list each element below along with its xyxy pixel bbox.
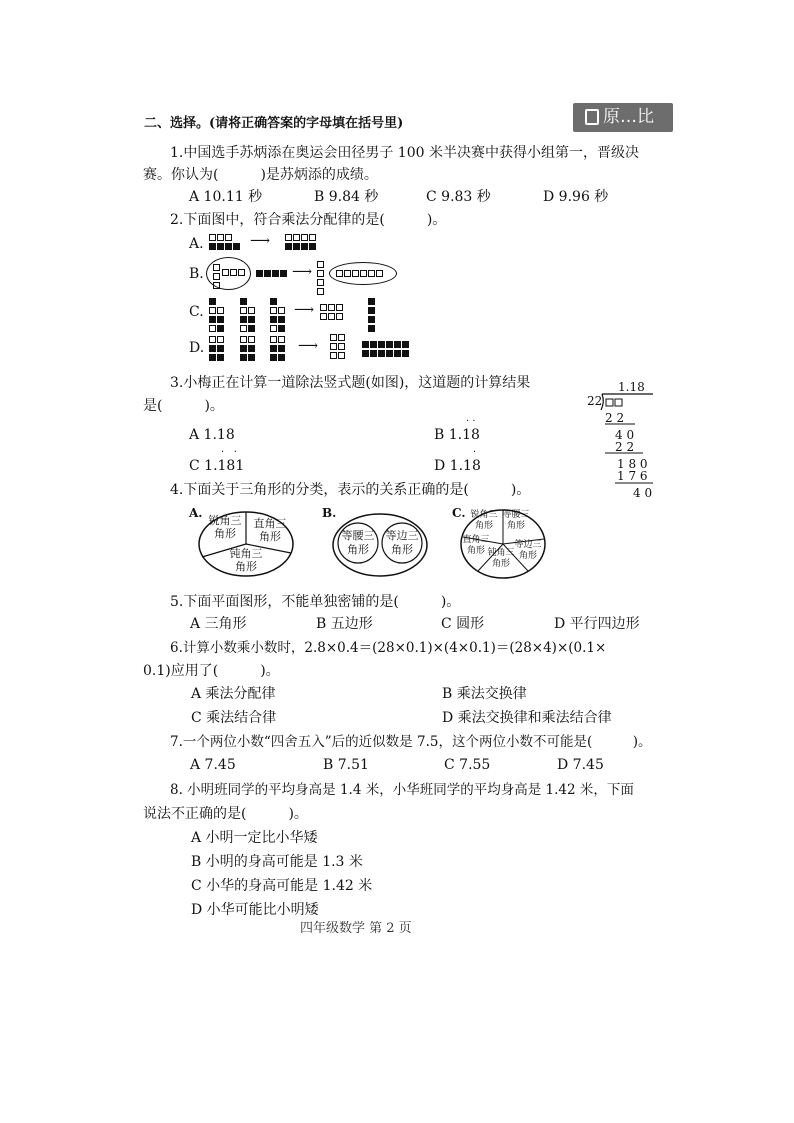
q4-label-a: A. [189, 506, 203, 520]
division-step-2: 4 0 [615, 428, 635, 442]
q2c-figure-5 [368, 297, 376, 333]
q2c-figure-1 [209, 297, 225, 333]
q5-option-d: D 平行四边形 [554, 616, 640, 632]
q2-stem: 2.下面图中，符合乘法分配律的是( )。 [170, 212, 447, 228]
q3-option-c: C 1.181 [189, 458, 245, 474]
q6-stem-line2: 0.1)应用了( )。 [143, 663, 280, 679]
q2c-figure-2 [240, 297, 256, 333]
q6-option-c: C 乘法结合律 [191, 710, 277, 726]
q7-option-c: C 7.55 [444, 757, 491, 773]
q2b-left-figure-2 [222, 268, 246, 277]
q6-stem-line1: 6.计算小数乘小数时，2.8×0.4＝(28×0.1)×(4×0.1)＝(28×4)×(0.1× [170, 640, 607, 656]
q2c-figure-3 [270, 297, 286, 333]
q3-option-b: B 1.18 [434, 427, 480, 443]
q4-label-b: B. [322, 506, 337, 520]
q6-option-a: A 乘法分配律 [191, 686, 276, 702]
q8-stem-line2: 说法不正确的是( )。 [143, 806, 308, 822]
document-icon [585, 109, 599, 125]
q7-option-d: D 7.45 [557, 757, 604, 773]
q2d-figure-5 [362, 340, 410, 358]
division-divisor: 22 [587, 394, 603, 408]
q4a-obtuse-label: 钝角三角形 [229, 547, 263, 573]
q2b-left-figure [213, 263, 221, 290]
q2b-filled-row [256, 269, 288, 278]
q1-stem-line1: 1.中国选手苏炳添在奥运会田径男子 100 米半决赛中获得小组第一，晋级决 [170, 145, 639, 161]
q4c-isosceles-label: 等腰三角形 [502, 510, 530, 531]
q2-label-a: A. [189, 236, 204, 252]
q2-label-c: C. [189, 304, 204, 320]
q5-option-b: B 五边形 [316, 616, 373, 632]
q1-option-b: B 9.84 秒 [314, 189, 379, 205]
q3-option-d: D 1.18 [434, 458, 481, 474]
q4c-equilateral-label: 等边三角形 [514, 540, 542, 561]
q4c-acute-label: 锐角三角形 [470, 510, 498, 531]
q4a-right-label: 直角三角形 [253, 517, 287, 543]
q4a-acute-label: 锐角三角形 [208, 514, 242, 540]
q4-stem: 4.下面关于三角形的分类，表示的关系正确的是( )。 [170, 482, 531, 498]
q2d-figure-1 [209, 335, 225, 362]
q3d-repeat-dot: · [473, 447, 477, 458]
page-footer: 四年级数学 第 2 页 [300, 921, 412, 936]
q2d-figure-4 [330, 333, 346, 360]
q8-stem-line1: 8. 小明班同学的平均身高是 1.4 米，小华班同学的平均身高是 1.42 米，下面 [170, 782, 634, 798]
q6-option-d: D 乘法交换律和乘法结合律 [442, 710, 612, 726]
q1-option-c: C 9.83 秒 [426, 189, 491, 205]
division-step-3: 2 2 [615, 440, 635, 454]
division-quotient: 1.18 [618, 380, 645, 394]
q5-stem: 5.下面平面图形，不能单独密铺的是( )。 [170, 594, 461, 610]
division-step-1: 2 2 [605, 411, 625, 425]
q2b-arrow: ⟶ [292, 264, 313, 280]
q2-label-d: D. [189, 340, 205, 356]
q2d-figure-2 [240, 335, 256, 362]
q3-stem-line1: 3.小梅正在计算一道除法竖式题(如图)，这道题的计算结果 [170, 375, 531, 391]
division-step-6: 4 0 [633, 486, 653, 500]
division-step-4: 1 8 0 [617, 457, 648, 471]
q3b-repeat-dot: · · [466, 416, 476, 427]
q2d-figure-3 [270, 335, 286, 362]
page-footer-clip [300, 920, 500, 936]
q8-option-a: A 小明一定比小华矮 [191, 830, 318, 846]
q8-option-c: C 小华的身高可能是 1.42 米 [191, 878, 373, 894]
q3-stem-line2: 是( )。 [143, 398, 224, 414]
division-step-5: 1 7 6 [617, 469, 648, 483]
q4c-obtuse-label: 钝角三角形 [487, 548, 515, 569]
q1-option-d: D 9.96 秒 [543, 189, 609, 205]
q4b-equilateral-label: 等边三角形 [385, 529, 419, 556]
q2a-right-figure [285, 233, 317, 251]
q6-option-b: B 乘法交换律 [442, 686, 527, 702]
q2b-right-figure-2 [336, 269, 384, 278]
q2c-arrow: ⟶ [294, 302, 315, 318]
q1-option-a: A 10.11 秒 [189, 189, 263, 205]
q5-option-a: A 三角形 [190, 616, 247, 632]
q2c-figure-4 [320, 303, 344, 321]
q8-option-d: D 小华可能比小明矮 [191, 902, 319, 918]
q4b-isosceles-label: 等腰三角形 [341, 529, 375, 556]
q2-label-b: B. [189, 266, 204, 282]
q8-option-b: B 小明的身高可能是 1.3 米 [191, 854, 363, 870]
view-original-button[interactable]: 原…比 [573, 103, 673, 132]
q2b-right-figure [317, 260, 325, 296]
section-title: 二、选择。(请将正确答案的字母填在括号里) [144, 116, 404, 131]
q2a-arrow: ⟶ [250, 233, 271, 249]
q3c-repeat-dot: · · [221, 447, 237, 458]
q4c-right-label: 直角三角形 [462, 535, 490, 556]
q2a-left-figure [209, 233, 241, 251]
q4-label-c: C. [452, 506, 466, 520]
q5-option-c: C 圆形 [441, 616, 485, 632]
q7-stem: 7.一个两位小数“四舍五入”后的近似数是 7.5，这个两位小数不可能是( )。 [170, 734, 652, 750]
q2d-arrow: ⟶ [298, 338, 319, 354]
q1-stem-line2: 赛。你认为( )是苏炳添的成绩。 [143, 167, 378, 183]
q7-option-b: B 7.51 [323, 757, 369, 773]
q7-option-a: A 7.45 [190, 757, 236, 773]
q3-option-a: A 1.18 [189, 427, 235, 443]
